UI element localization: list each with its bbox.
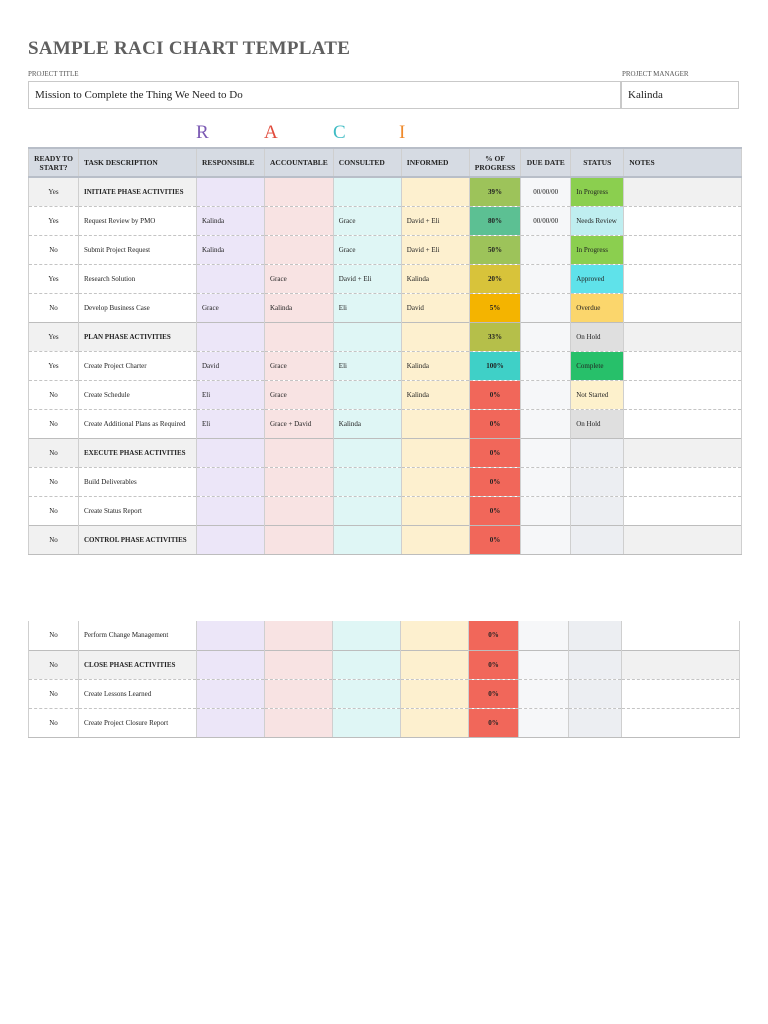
phase-row bbox=[29, 438, 742, 467]
task-cell[interactable]: Create Project Charter bbox=[79, 351, 197, 380]
accountable-cell[interactable] bbox=[265, 206, 334, 235]
informed-cell[interactable] bbox=[401, 409, 469, 438]
ready-cell[interactable]: No bbox=[29, 621, 79, 650]
consulted-cell[interactable]: Grace bbox=[333, 235, 401, 264]
accountable-cell[interactable] bbox=[265, 525, 334, 554]
progress-cell[interactable]: 39% bbox=[469, 177, 520, 206]
status-cell[interactable]: On Hold bbox=[571, 409, 624, 438]
status-cell[interactable]: Overdue bbox=[571, 293, 624, 322]
due-date-cell[interactable] bbox=[521, 293, 571, 322]
header-task: TASK DESCRIPTION bbox=[79, 148, 197, 177]
status-cell[interactable] bbox=[569, 679, 622, 708]
status-cell[interactable]: On Hold bbox=[571, 322, 624, 351]
informed-cell[interactable] bbox=[401, 467, 469, 496]
table-row bbox=[29, 708, 740, 737]
due-date-cell[interactable] bbox=[521, 525, 571, 554]
consulted-cell[interactable] bbox=[333, 438, 401, 467]
progress-cell[interactable]: 0% bbox=[469, 496, 520, 525]
header-responsible: RESPONSIBLE bbox=[197, 148, 265, 177]
raci-letter-i: I bbox=[399, 122, 406, 143]
informed-cell[interactable] bbox=[401, 621, 469, 650]
informed-cell[interactable]: Kalinda bbox=[401, 264, 469, 293]
informed-cell[interactable]: Kalinda bbox=[401, 380, 469, 409]
responsible-cell[interactable]: David bbox=[197, 351, 265, 380]
task-cell[interactable]: Develop Business Case bbox=[79, 293, 197, 322]
consulted-cell[interactable] bbox=[333, 679, 401, 708]
header-notes: NOTES bbox=[624, 148, 742, 177]
notes-cell[interactable] bbox=[624, 467, 742, 496]
raci-letter-r: R bbox=[196, 122, 209, 143]
accountable-cell[interactable] bbox=[265, 708, 333, 737]
table-row bbox=[29, 467, 742, 496]
table-row bbox=[29, 351, 742, 380]
ready-cell[interactable]: No bbox=[29, 293, 79, 322]
consulted-cell[interactable]: Grace bbox=[333, 206, 401, 235]
table-row bbox=[29, 235, 742, 264]
header-due-date: DUE DATE bbox=[521, 148, 571, 177]
task-cell[interactable]: Create Additional Plans as Required bbox=[79, 409, 197, 438]
header-status: STATUS bbox=[571, 148, 624, 177]
task-cell[interactable]: Create Lessons Learned bbox=[79, 679, 197, 708]
informed-cell[interactable] bbox=[401, 650, 469, 679]
status-cell[interactable] bbox=[569, 621, 622, 650]
status-cell[interactable]: Approved bbox=[571, 264, 624, 293]
accountable-cell[interactable] bbox=[265, 621, 333, 650]
due-date-cell[interactable] bbox=[519, 708, 569, 737]
informed-cell[interactable]: David + Eli bbox=[401, 235, 469, 264]
accountable-cell[interactable] bbox=[265, 496, 334, 525]
task-cell[interactable]: Create Project Closure Report bbox=[79, 708, 197, 737]
notes-cell[interactable] bbox=[624, 177, 742, 206]
ready-cell[interactable]: No bbox=[29, 650, 79, 679]
consulted-cell[interactable]: David + Eli bbox=[333, 264, 401, 293]
task-cell[interactable]: Request Review by PMO bbox=[79, 206, 197, 235]
task-cell[interactable]: Build Deliverables bbox=[79, 467, 197, 496]
informed-cell[interactable] bbox=[401, 177, 469, 206]
due-date-cell[interactable] bbox=[521, 235, 571, 264]
informed-cell[interactable]: David bbox=[401, 293, 469, 322]
responsible-cell[interactable] bbox=[197, 650, 265, 679]
due-date-cell[interactable] bbox=[521, 409, 571, 438]
responsible-cell[interactable] bbox=[197, 525, 265, 554]
status-cell[interactable] bbox=[571, 525, 624, 554]
accountable-cell[interactable] bbox=[265, 467, 334, 496]
table-row bbox=[29, 264, 742, 293]
informed-cell[interactable]: David + Eli bbox=[401, 206, 469, 235]
responsible-cell[interactable] bbox=[197, 438, 265, 467]
notes-cell[interactable] bbox=[624, 206, 742, 235]
ready-cell[interactable]: No bbox=[29, 380, 79, 409]
ready-cell[interactable]: Yes bbox=[29, 177, 79, 206]
accountable-cell[interactable] bbox=[265, 438, 334, 467]
progress-cell[interactable]: 20% bbox=[469, 264, 520, 293]
accountable-cell[interactable] bbox=[265, 650, 333, 679]
notes-cell[interactable] bbox=[624, 235, 742, 264]
due-date-cell[interactable] bbox=[521, 496, 571, 525]
consulted-cell[interactable] bbox=[333, 322, 401, 351]
accountable-cell[interactable] bbox=[265, 679, 333, 708]
ready-cell[interactable]: Yes bbox=[29, 322, 79, 351]
due-date-cell[interactable]: 00/00/00 bbox=[521, 206, 571, 235]
notes-cell[interactable] bbox=[624, 322, 742, 351]
due-date-cell[interactable] bbox=[519, 679, 569, 708]
raci-table bbox=[28, 147, 742, 555]
task-cell[interactable]: CLOSE PHASE ACTIVITIES bbox=[79, 650, 197, 679]
accountable-cell[interactable] bbox=[265, 177, 334, 206]
status-cell[interactable] bbox=[569, 650, 622, 679]
consulted-cell[interactable] bbox=[333, 380, 401, 409]
ready-cell[interactable]: Yes bbox=[29, 264, 79, 293]
responsible-cell[interactable] bbox=[197, 679, 265, 708]
responsible-cell[interactable] bbox=[197, 621, 265, 650]
notes-cell[interactable] bbox=[624, 438, 742, 467]
project-title-label: PROJECT TITLE bbox=[28, 70, 79, 78]
consulted-cell[interactable] bbox=[333, 650, 401, 679]
ready-cell[interactable]: No bbox=[29, 708, 79, 737]
progress-cell[interactable]: 0% bbox=[469, 409, 520, 438]
ready-cell[interactable]: No bbox=[29, 409, 79, 438]
due-date-cell[interactable] bbox=[521, 380, 571, 409]
accountable-cell[interactable]: Grace bbox=[265, 264, 334, 293]
notes-cell[interactable] bbox=[622, 621, 740, 650]
ready-cell[interactable]: No bbox=[29, 525, 79, 554]
informed-cell[interactable] bbox=[401, 438, 469, 467]
consulted-cell[interactable]: Eli bbox=[333, 351, 401, 380]
status-cell[interactable] bbox=[571, 467, 624, 496]
consulted-cell[interactable] bbox=[333, 621, 401, 650]
table-row bbox=[29, 293, 742, 322]
ready-cell[interactable]: No bbox=[29, 438, 79, 467]
table-row bbox=[29, 496, 742, 525]
responsible-cell[interactable] bbox=[197, 467, 265, 496]
responsible-cell[interactable] bbox=[197, 496, 265, 525]
project-title-field[interactable]: Mission to Complete the Thing We Need to Do bbox=[28, 81, 621, 109]
status-cell[interactable]: Needs Review bbox=[571, 206, 624, 235]
consulted-cell[interactable]: Kalinda bbox=[333, 409, 401, 438]
ready-cell[interactable]: No bbox=[29, 496, 79, 525]
table-row bbox=[29, 409, 742, 438]
header-consulted: CONSULTED bbox=[333, 148, 401, 177]
task-cell[interactable]: Create Schedule bbox=[79, 380, 197, 409]
ready-cell[interactable]: Yes bbox=[29, 206, 79, 235]
progress-cell[interactable]: 0% bbox=[469, 525, 520, 554]
consulted-cell[interactable]: Eli bbox=[333, 293, 401, 322]
informed-cell[interactable] bbox=[401, 708, 469, 737]
responsible-cell[interactable]: Grace bbox=[197, 293, 265, 322]
phase-row bbox=[29, 525, 742, 554]
progress-cell[interactable]: 5% bbox=[469, 293, 520, 322]
accountable-cell[interactable]: Kalinda bbox=[265, 293, 334, 322]
phase-row bbox=[29, 177, 742, 206]
table-row bbox=[29, 206, 742, 235]
informed-cell[interactable] bbox=[401, 679, 469, 708]
notes-cell[interactable] bbox=[622, 679, 740, 708]
status-cell[interactable]: Not Started bbox=[571, 380, 624, 409]
header-informed: INFORMED bbox=[401, 148, 469, 177]
table-row bbox=[29, 380, 742, 409]
status-cell[interactable] bbox=[569, 708, 622, 737]
progress-cell[interactable]: 80% bbox=[469, 206, 520, 235]
ready-cell[interactable]: No bbox=[29, 679, 79, 708]
notes-cell[interactable] bbox=[622, 650, 740, 679]
consulted-cell[interactable] bbox=[333, 177, 401, 206]
accountable-cell[interactable] bbox=[265, 235, 334, 264]
status-cell[interactable]: In Progress bbox=[571, 177, 624, 206]
status-cell[interactable] bbox=[571, 438, 624, 467]
accountable-cell[interactable]: Grace bbox=[265, 351, 334, 380]
notes-cell[interactable] bbox=[624, 409, 742, 438]
table-row bbox=[29, 621, 740, 650]
task-cell[interactable]: CONTROL PHASE ACTIVITIES bbox=[79, 525, 197, 554]
informed-cell[interactable] bbox=[401, 322, 469, 351]
due-date-cell[interactable] bbox=[519, 621, 569, 650]
phase-row bbox=[29, 322, 742, 351]
notes-cell[interactable] bbox=[622, 708, 740, 737]
header-ready: READY TO START? bbox=[29, 148, 79, 177]
progress-cell[interactable]: 0% bbox=[469, 679, 519, 708]
responsible-cell[interactable] bbox=[197, 322, 265, 351]
due-date-cell[interactable]: 00/00/00 bbox=[521, 177, 571, 206]
raci-table-continued bbox=[28, 621, 740, 738]
notes-cell[interactable] bbox=[624, 351, 742, 380]
accountable-cell[interactable] bbox=[265, 322, 334, 351]
task-cell[interactable]: INITIATE PHASE ACTIVITIES bbox=[79, 177, 197, 206]
table-row bbox=[29, 679, 740, 708]
ready-cell[interactable]: No bbox=[29, 467, 79, 496]
due-date-cell[interactable] bbox=[521, 438, 571, 467]
task-cell[interactable]: Research Solution bbox=[79, 264, 197, 293]
responsible-cell[interactable]: Kalinda bbox=[197, 235, 265, 264]
consulted-cell[interactable] bbox=[333, 467, 401, 496]
responsible-cell[interactable]: Eli bbox=[197, 409, 265, 438]
task-cell[interactable]: Submit Project Request bbox=[79, 235, 197, 264]
progress-cell[interactable]: 50% bbox=[469, 235, 520, 264]
progress-cell[interactable]: 0% bbox=[469, 438, 520, 467]
due-date-cell[interactable] bbox=[521, 264, 571, 293]
ready-cell[interactable]: Yes bbox=[29, 351, 79, 380]
phase-row bbox=[29, 650, 740, 679]
progress-cell[interactable]: 0% bbox=[469, 380, 520, 409]
progress-cell[interactable]: 0% bbox=[469, 708, 519, 737]
due-date-cell[interactable] bbox=[521, 351, 571, 380]
notes-cell[interactable] bbox=[624, 264, 742, 293]
responsible-cell[interactable] bbox=[197, 708, 265, 737]
consulted-cell[interactable] bbox=[333, 708, 401, 737]
accountable-cell[interactable]: Grace + David bbox=[265, 409, 334, 438]
notes-cell[interactable] bbox=[624, 293, 742, 322]
responsible-cell[interactable] bbox=[197, 264, 265, 293]
notes-cell[interactable] bbox=[624, 380, 742, 409]
ready-cell[interactable]: No bbox=[29, 235, 79, 264]
due-date-cell[interactable] bbox=[521, 322, 571, 351]
notes-cell[interactable] bbox=[624, 525, 742, 554]
project-manager-field[interactable]: Kalinda bbox=[621, 81, 739, 109]
accountable-cell[interactable]: Grace bbox=[265, 380, 334, 409]
informed-cell[interactable]: Kalinda bbox=[401, 351, 469, 380]
status-cell[interactable]: In Progress bbox=[571, 235, 624, 264]
page-title: SAMPLE RACI CHART TEMPLATE bbox=[28, 38, 351, 59]
task-cell[interactable]: Perform Change Management bbox=[79, 621, 197, 650]
progress-cell[interactable]: 0% bbox=[469, 467, 520, 496]
informed-cell[interactable] bbox=[401, 525, 469, 554]
progress-cell[interactable]: 0% bbox=[469, 650, 519, 679]
header-progress: % OF PROGRESS bbox=[469, 148, 520, 177]
responsible-cell[interactable] bbox=[197, 177, 265, 206]
notes-cell[interactable] bbox=[624, 496, 742, 525]
status-cell[interactable]: Complete bbox=[571, 351, 624, 380]
raci-letter-c: C bbox=[333, 122, 346, 143]
progress-cell[interactable]: 100% bbox=[469, 351, 520, 380]
due-date-cell[interactable] bbox=[519, 650, 569, 679]
status-cell[interactable] bbox=[571, 496, 624, 525]
informed-cell[interactable] bbox=[401, 496, 469, 525]
responsible-cell[interactable]: Kalinda bbox=[197, 206, 265, 235]
task-cell[interactable]: PLAN PHASE ACTIVITIES bbox=[79, 322, 197, 351]
responsible-cell[interactable]: Eli bbox=[197, 380, 265, 409]
task-cell[interactable]: EXECUTE PHASE ACTIVITIES bbox=[79, 438, 197, 467]
task-cell[interactable]: Create Status Report bbox=[79, 496, 197, 525]
due-date-cell[interactable] bbox=[521, 467, 571, 496]
consulted-cell[interactable] bbox=[333, 525, 401, 554]
project-manager-label: PROJECT MANAGER bbox=[622, 70, 689, 78]
header-accountable: ACCOUNTABLE bbox=[265, 148, 334, 177]
progress-cell[interactable]: 0% bbox=[469, 621, 519, 650]
progress-cell[interactable]: 33% bbox=[469, 322, 520, 351]
consulted-cell[interactable] bbox=[333, 496, 401, 525]
raci-letter-a: A bbox=[264, 122, 278, 143]
